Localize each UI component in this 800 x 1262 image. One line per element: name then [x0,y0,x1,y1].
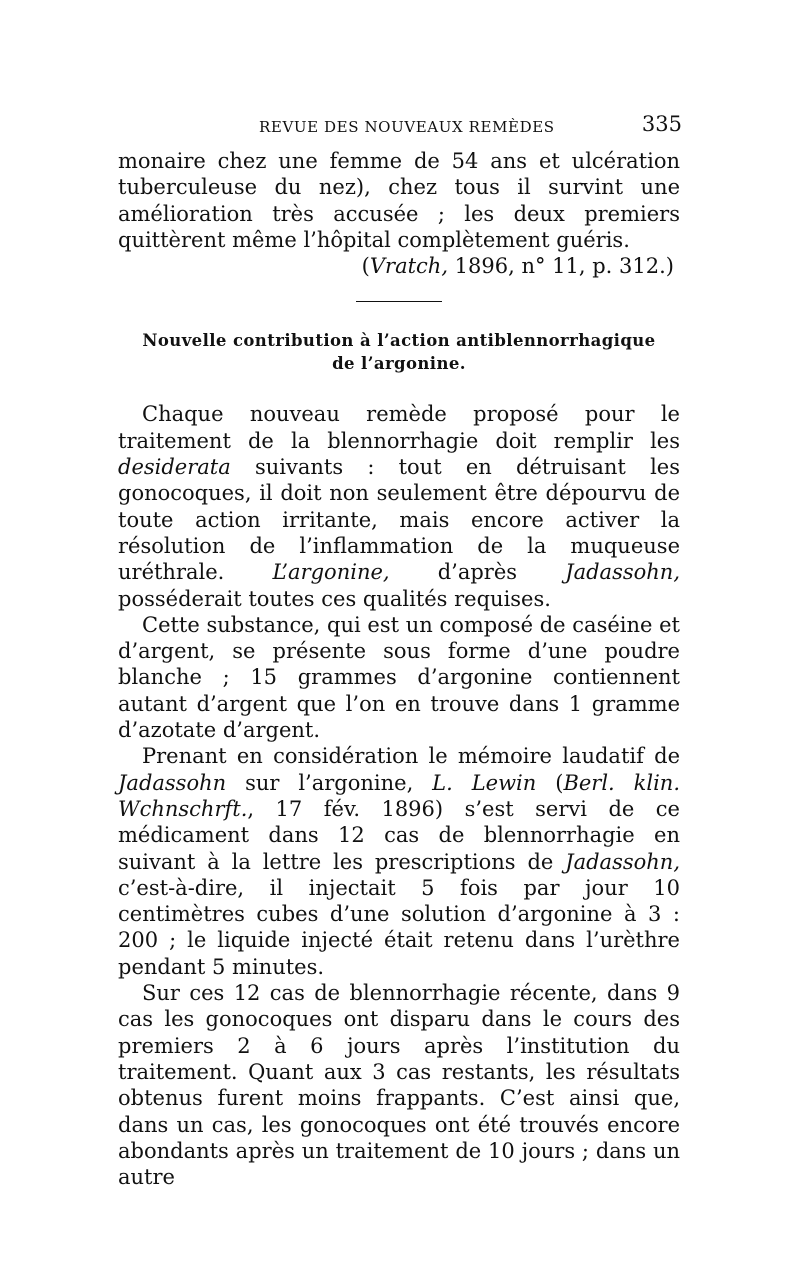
p3-italic-jadassohn: Jadassohn [118,770,227,795]
p3-italic-jadassohn-2: Jadassohn, [565,849,680,874]
section-title-line-2: de l’argonine. [332,354,466,374]
section-title [118,329,680,375]
section-divider [356,301,442,302]
citation-open: ( [361,254,370,279]
paragraph-2: Cette substance, qui est un composé de caséine et d’argent, se présente sous forme d’une poudre blanche ; 15 grammes d’argonine contiennent autant d’argent que l’on en trouve dans 1 gramme d’azotate d’argent. [118,612,680,743]
p1-text-e: d’après [389,560,566,585]
paragraph-1 [118,401,680,611]
p1-text-c: suivants : tout en détruisant les gonocoques, il doit non seulement être dépourvu de toute action irritante, mais encore activer la résolution de l’inflammation de la muqueuse uréthrale. [118,455,680,585]
page-header [118,112,682,142]
p1-italic-desiderata: desiderata [118,455,231,480]
p3-italic-lewin: L. Lewin [432,770,537,795]
paragraph-3 [118,743,680,980]
p1-italic-argonine: L’argonine, [272,560,390,585]
p3-text-i: c’est-à-dire, il injectait 5 fois par jour 10 centimètres cubes d’une solution d’argonine à 3 : 200 ; le liquide injecté était retenu dans l’urèthre pendant 5 minutes. [118,875,680,979]
p1-italic-jadassohn: Jadassohn, [565,560,680,585]
running-title: REVUE DES NOUVEAUX REMÈDES [259,118,555,136]
p3-text-c: sur l’argonine, [226,770,433,795]
previous-article-conclusion: monaire chez une femme de 54 ans et ulcération tuberculeuse du nez), chez tous il survint une amélioration très accusée ; les deux premiers quittèrent même l’hôpital complètement guéris. [118,149,680,252]
paragraph-4: Sur ces 12 cas de blennorrhagie récente, dans 9 cas les gonocoques ont disparu dans le cours des premiers 2 à 6 jours après l’institution du traitement. Quant aux 3 cas restants, les résultats obtenus furent moins frappants. C’est ainsi que, dans un cas, les gonocoques ont été trouvés encore abondants après un traitement de 10 jours ; dans un autre [118,981,680,1190]
p3-italic-journal: Berl. klin. Wchnschrft. [118,770,681,821]
p1-text-a: Chaque nouveau remède proposé pour le traitement de la blennorrhagie doit remplir les [118,402,680,453]
p1-text-g: posséderait toutes ces qualités requises. [118,586,551,611]
body-text [118,148,680,1190]
p3-text-e: ( [536,770,564,795]
citation-journal: Vratch, [369,254,448,279]
citation [118,253,680,279]
p3-text-a: Prenant en considération le mémoire laudatif de [142,744,680,769]
page-number: 335 [641,112,682,136]
section-title-line-1: Nouvelle contribution à l’action antiblennorrhagique [142,331,656,351]
citation-details: 1896, n° 11, p. 312.) [448,254,674,279]
p3-text-g: , 17 fév. 1896) s’est servi de ce médicament dans 12 cas de blennorrhagie en suivant à la lettre les prescriptions de [118,796,680,874]
